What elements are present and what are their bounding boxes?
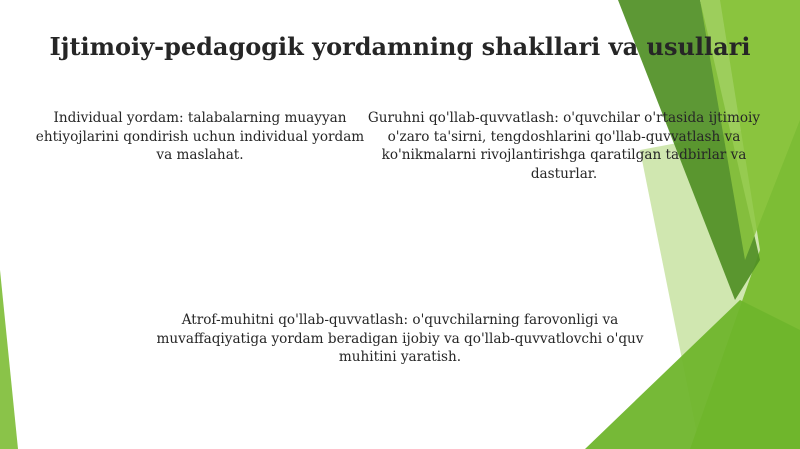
slide-title: Ijtimoiy-pedagogik yordamning shakllari va usullari — [49, 32, 751, 61]
left-green-sliver — [0, 270, 18, 449]
text-environment-support: Atrof-muhitni qo'llab-quvvatlash: o'quvchilarning farovonligi va muvaffaqiyatiga yordam beradigan ijobiy va qo'llab-quvvatlovchi o'quv muhitini yaratish. — [156, 312, 644, 365]
text-group-support: Guruhni qo'llab-quvvatlash: o'quvchilar o'rtasida ijtimoiy o'zaro ta'sirni, tengdoshlarini qo'llab-quvvatlash va ko'nikmalarni rivojlantirishga qaratilgan tadbirlar va dasturlar. — [367, 110, 761, 182]
text-individual-support: Individual yordam: talabalarning muayyan ehtiyojlarini qondirish uchun individual yordam va maslahat. — [35, 110, 365, 163]
